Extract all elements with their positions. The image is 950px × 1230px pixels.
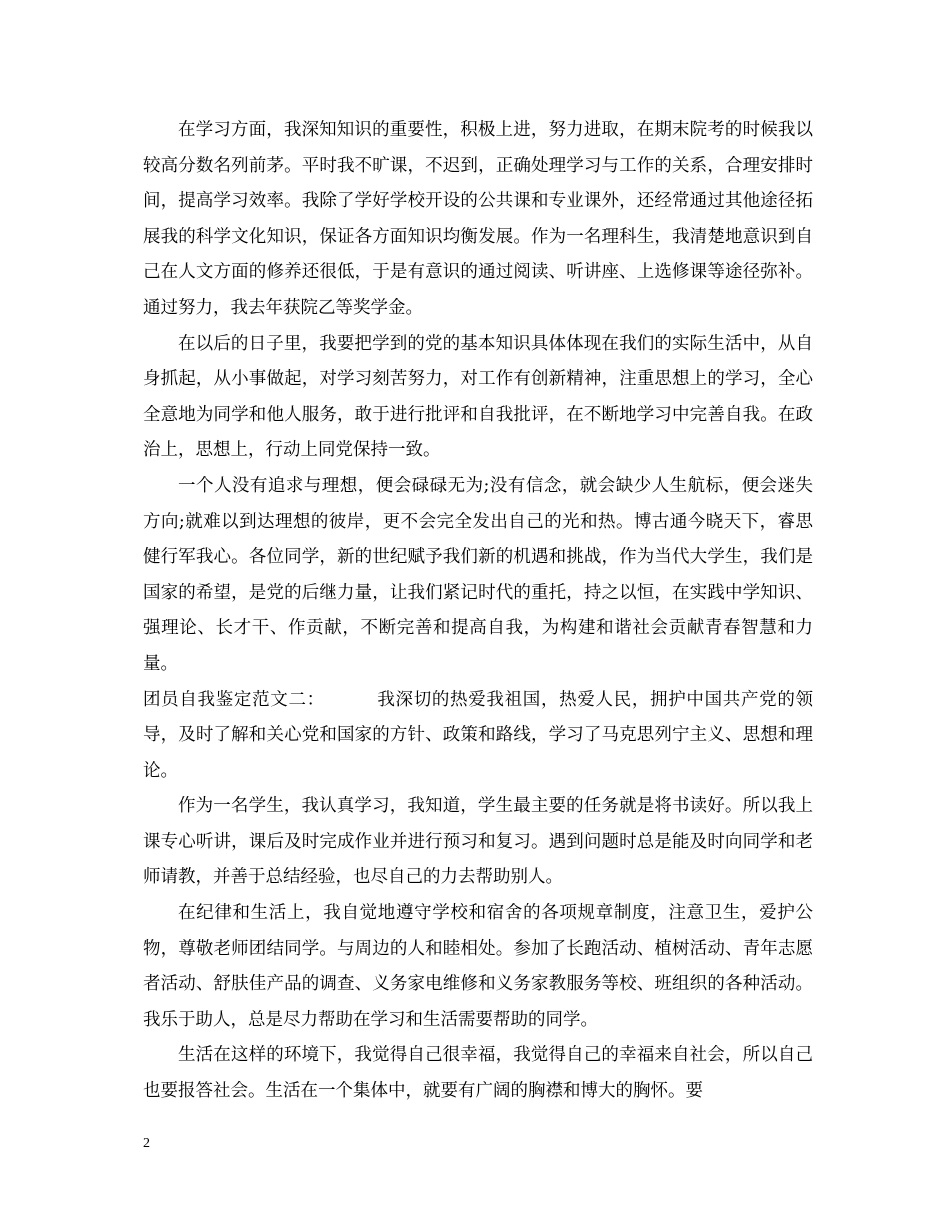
paragraph-discipline-life: 在纪律和生活上，我自觉地遵守学校和宿舍的各项规章制度，注意卫生，爱护公物，尊敬老师团结同学。与周边的人和睦相处。参加了长跑活动、植树活动、青年志愿者活动、舒肤佳产品的调查、义务家电维修和义务家教服务等校、班组织的各种活动。我乐于助人，总是尽力帮助在学习和生活需要帮助的同学。 [143, 903, 813, 1030]
paragraph-future-days: 在以后的日子里，我要把学到的党的基本知识具体体现在我们的实际生活中，从自身抓起，从小事做起，对学习刻苦努力，对工作有创新精神，注重思想上的学习，全心全意地为同学和他人服务，敢于进行批评和自我批评，在不断地学习中完善自我。在政治上，思想上，行动上同党保持一致。 [143, 333, 813, 461]
section-two-paragraph [143, 683, 813, 790]
paragraph-ideals: 一个人没有追求与理想，便会碌碌无为;没有信念，就会缺少人生航标，便会迷失方向;就难以到达理想的彼岸，更不会完全发出自己的光和热。博古通今晓天下，睿思健行军我心。各位同学，新的世纪赋予我们新的机遇和挑战，作为当代大学生，我们是国家的希望，是党的后继力量，让我们紧记时代的重托，持之以恒，在实践中学知识、强理论、长才干、作贡献，不断完善和提高自我，为构建和谐社会贡献青春智慧和力量。 [143, 475, 813, 674]
section-first-paragraph: 我深切的热爱我祖国，热爱人民，拥护中国共产党的领导，及时了解和关心党和国家的方针、政策和路线，学习了马克思列宁主义、思想和理论。 [143, 689, 814, 781]
paragraph-study: 在学习方面，我深知知识的重要性，积极上进，努力进取，在期末院考的时候我以较高分数名列前茅。平时我不旷课，不迟到，正确处理学习与工作的关系，合理安排时间，提高学习效率。我除了学好学校开设的公共课和专业课外，还经常通过其他途径拓展我的科学文化知识，保证各方面知识均衡发展。作为一名理科生，我清楚地意识到自己在人文方面的修养还很低，于是有意识的通过阅读、听讲座、上选修课等途径弥补。通过努力，我去年获院乙等奖学金。 [143, 120, 813, 318]
page-number: 2 [143, 1136, 150, 1151]
paragraph-environment: 生活在这样的环境下，我觉得自己很幸福，我觉得自己的幸福来自社会，所以自己也要报答社会。生活在一个集体中，就要有广阔的胸襟和博大的胸怀。要 [143, 1045, 813, 1102]
paragraph-as-student: 作为一名学生，我认真学习，我知道，学生最主要的任务就是将书读好。所以我上课专心听讲，课后及时完成作业并进行预习和复习。遇到问题时总是能及时向同学和老师请教，并善于总结经验，也尽自己的力去帮助别人。 [143, 796, 813, 888]
document-body [143, 113, 813, 1110]
section-heading: 团员自我鉴定范文二： [143, 689, 325, 710]
